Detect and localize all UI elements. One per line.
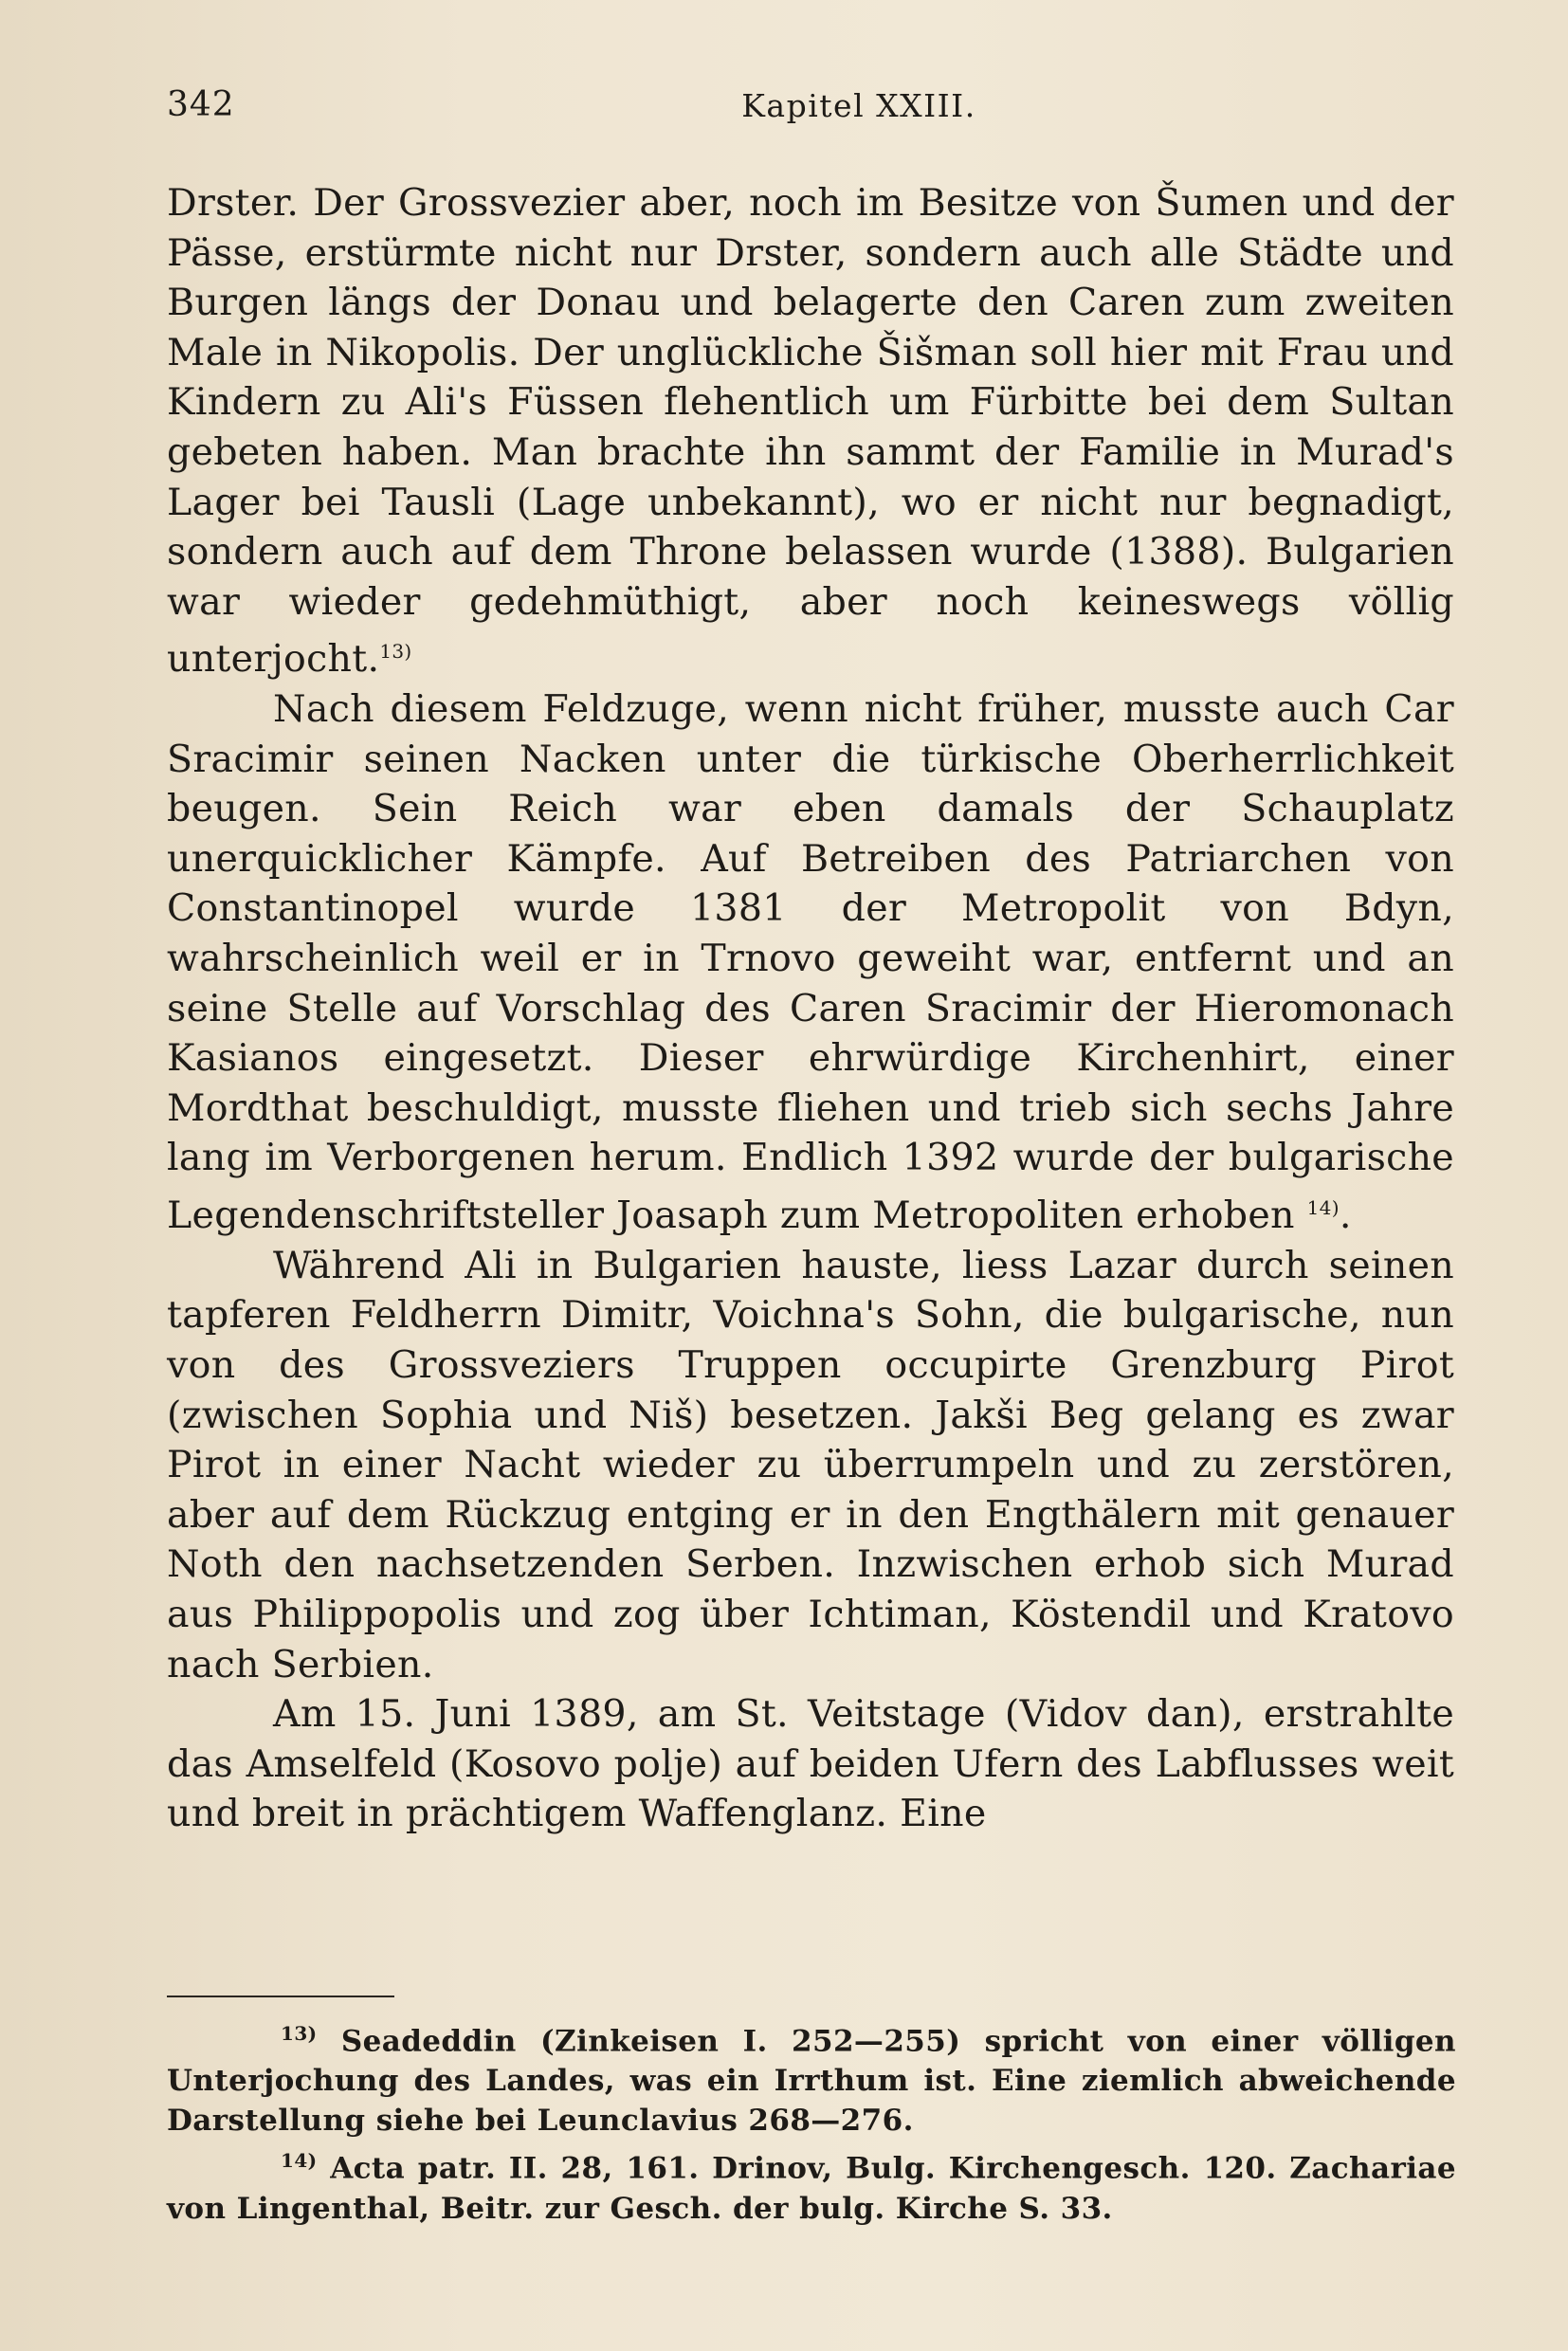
footnote-13 <box>167 2014 1456 2141</box>
footnote-mark: 14) <box>281 2149 318 2173</box>
footnote-text: Seadeddin (Zinkeisen I. 252—255) spricht von einer völligen Unterjochung des Landes, was ein Irrthum ist. Eine ziemlich abweichende Darstellung siehe bei Leunclavius 268—276. <box>167 2024 1456 2139</box>
footnote-14 <box>167 2141 1456 2228</box>
paragraph-text: Drster. Der Grossvezier aber, noch im Besitze von Šumen und der Pässe, erstürmte nicht nur Drster, sondern auch alle Städte und Burgen längs der Donau und belagerte den Caren zum zweiten Male in Nikopolis. Der unglückliche Šišman soll hier mit Frau und Kindern zu Ali's Füssen flehentlich um Fürbitte bei dem Sultan gebeten haben. Man brachte ihn sammt der Familie in Murad's Lager bei Tausli (Lage unbekannt), wo er nicht nur begnadigt, sondern auch auf dem Throne belassen wurde (1388). Bulgarien war wieder gedehmüthigt, aber noch keineswegs völlig unterjocht. <box>167 181 1454 682</box>
paragraph-text: Am 15. Juni 1389, am St. Veitstage (Vidov dan), erstrahlte das Amselfeld (Kosovo polje) auf beiden Ufern des Labflusses weit und breit in prächtigem Waffenglanz. Eine <box>167 1692 1454 1836</box>
paragraph-2 <box>167 684 1454 1241</box>
paragraph-tail: . <box>1339 1194 1352 1238</box>
paragraph-3 <box>167 1241 1454 1689</box>
footnote-text: Acta patr. II. 28, 161. Drinov, Bulg. Kirchengesch. 120. Zachariae von Lingenthal, Beitr. zur Gesch. der bulg. Kirche S. 33. <box>167 2151 1456 2226</box>
paragraph-4 <box>167 1689 1454 1839</box>
footnote-mark: 13) <box>281 2022 318 2045</box>
footnotes <box>167 2014 1456 2229</box>
paragraph-1 <box>167 178 1454 684</box>
page-number: 342 <box>167 85 235 124</box>
running-head: Kapitel XXIII. <box>741 87 976 124</box>
footnote-divider <box>167 1996 394 1997</box>
footnote-reference-14: 14) <box>1306 1196 1340 1220</box>
footnote-reference-13: 13) <box>379 640 412 664</box>
body-text <box>167 178 1454 1839</box>
paragraph-text: Nach diesem Feldzuge, wenn nicht früher, musste auch Car Sracimir seinen Nacken unter die türkische Oberherrlichkeit beugen. Sein Reich war eben damals der Schauplatz unerquicklicher Kämpfe. Auf Betreiben des Patriarchen von Constantinopel wurde 1381 der Metropolit von Bdyn, wahrscheinlich weil er in Trnovo geweiht war, entfernt und an seine Stelle auf Vorschlag des Caren Sracimir der Hieromonach Kasianos eingesetzt. Dieser ehrwürdige Kirchenhirt, einer Mordthat beschuldigt, musste fliehen und trieb sich sechs Jahre lang im Verborgenen herum. Endlich 1392 wurde der bulgarische Legendenschriftsteller Joasaph zum Metropoliten erhoben <box>167 687 1454 1238</box>
paragraph-text: Während Ali in Bulgarien hauste, liess Lazar durch seinen tapferen Feldherrn Dimitr, Voichna's Sohn, die bulgarische, nun von des Grossveziers Truppen occupirte Grenzburg Pirot (zwischen Sophia und Niš) besetzen. Jakši Beg gelang es zwar Pirot in einer Nacht wieder zu überrumpeln und zu zerstören, aber auf dem Rückzug entging er in den Engthälern mit genauer Noth den nachsetzenden Serben. Inzwischen erhob sich Murad aus Philippopolis und zog über Ichtiman, Köstendil und Kratovo nach Serbien. <box>167 1243 1454 1686</box>
page-header <box>167 85 1456 133</box>
